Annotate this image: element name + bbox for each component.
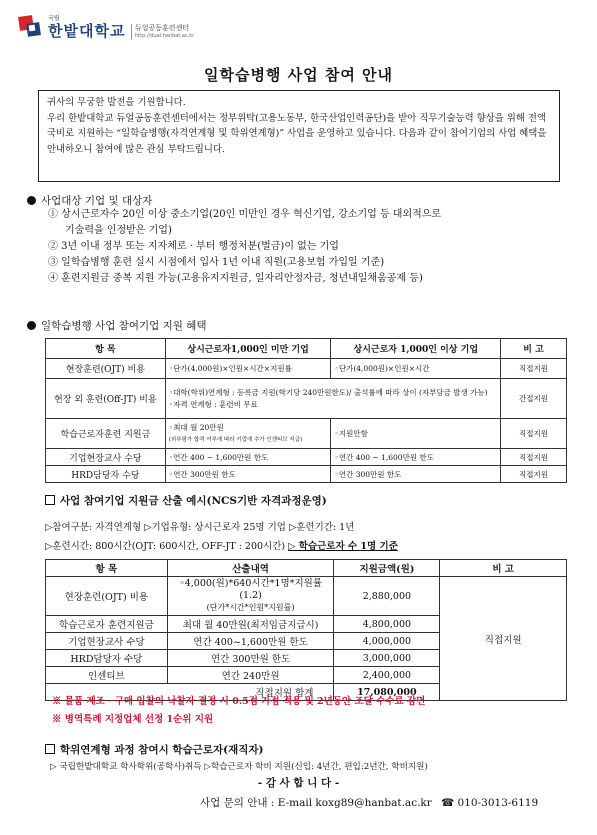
- table-header: 지원금액(원): [334, 560, 440, 577]
- cell-subtext: (외부평가 합격 여부에 따라 기업에 추가 인센티브 지급): [168, 436, 303, 443]
- table-cell: 현장훈련(OJT) 비용: [46, 577, 168, 616]
- table-cell: 현장훈련(OJT) 비용: [46, 359, 166, 379]
- square-bullet-icon: [45, 744, 55, 754]
- table-cell: 2,400,000: [334, 667, 440, 684]
- table-cell: 학습근로자훈련 지원금: [46, 419, 166, 449]
- section1-heading: 사업대상 기업 및 대상자: [27, 193, 152, 208]
- bullet-icon: [27, 321, 36, 330]
- table-cell: 직접지원: [501, 449, 567, 466]
- table-cell: 현장 외 훈련(Off-JT) 비용: [46, 379, 166, 419]
- table-cell: HRD담당자 수당: [46, 650, 168, 667]
- calc-subline: (단가*시간*인원*지원률): [206, 603, 295, 612]
- cell-text: ◦최대 월 20만원: [168, 422, 224, 432]
- table-cell: ◦연간 300만원 한도: [165, 466, 331, 483]
- table-header: 비 고: [440, 560, 567, 577]
- table-cell: 학습근로자 훈련지원금: [46, 616, 168, 633]
- total-label: 직접지원 합계: [46, 684, 334, 701]
- table-cell: 연간 400~1,600만원 한도: [167, 633, 334, 650]
- table-cell: 2,880,000: [334, 577, 440, 616]
- intro-greeting: 귀사의 무궁한 발전을 기원합니다.: [47, 97, 186, 108]
- total-amount: 17,080,000: [334, 684, 440, 701]
- example-hours: ▷훈련시간: 800시간(OJT: 600시간, OFF-JT : 200시간) ▷ 학습근로자 수 1명 기준: [45, 541, 398, 552]
- table-cell: [167, 577, 334, 616]
- table-cell: 4,000,000: [334, 633, 440, 650]
- table-cell: ◦연간 400 ~ 1,600만원 한도: [165, 449, 331, 466]
- table-header-row: [46, 560, 567, 577]
- table-header-row: [46, 339, 567, 359]
- logo-name: 한밭대학교: [48, 22, 126, 40]
- contact-email: 사업 문의 안내 : E-mail koxg89@hanbat.ac.kr: [200, 797, 432, 809]
- table-header: 상시근로자 1,000인 이상 기업: [331, 339, 501, 359]
- table-cell: 4,800,000: [334, 616, 440, 633]
- list-item: ① 상시근로자수 20인 이상 중소기업(20인 미만인 경우 혁신기업, 강소기업 등 대외적으로: [48, 209, 442, 220]
- table-cell: ◦단가(4,000원)×인원×시간×지원률: [165, 359, 331, 379]
- example-basis: ▷ 학습근로자 수 1명 기준: [288, 541, 398, 552]
- table-cell: 직접지원: [440, 577, 567, 701]
- section3-heading: 사업 참여기업 지원금 산출 예시(NCS기반 자격과정운영): [45, 493, 327, 508]
- logo-url: http://dual.hanbat.ac.kr: [135, 33, 195, 39]
- table-cell: 인센티브: [46, 667, 168, 684]
- bullet-icon: [27, 196, 36, 205]
- page-title: 일학습병행 사업 참여 안내: [203, 66, 394, 84]
- logo-center-name: 듀얼공동훈련센터: [135, 24, 190, 32]
- university-logo: [18, 12, 195, 44]
- table-header: 상시근로자1,000인 미만 기업: [165, 339, 331, 359]
- note-military: ※ 병역특례 지정업체 선정 1순위 지원: [52, 714, 214, 725]
- table-row: [46, 466, 567, 483]
- list-item: ② 3년 이내 정부 또는 지자체로 · 부터 행정처분(벌금)이 없는 기업: [48, 241, 339, 252]
- table-cell: 최대 월 40만원(최저임금지급시): [167, 616, 334, 633]
- table-header: 비 고: [501, 339, 567, 359]
- table-cell: ◦대학(학위)연계형 : 등록금 지원(학기당 240만원한도)/ 출석률에 따라 상이 (자부담금 발생 가능) ◦자격 연계형 : 훈련비 무료: [165, 379, 500, 419]
- table-row: [46, 419, 567, 449]
- logo-divider: [131, 24, 132, 40]
- table-cell: 연간 300만원 한도: [167, 650, 334, 667]
- table-cell: ◦연간 300만원 한도: [331, 466, 501, 483]
- table-row: [46, 379, 567, 419]
- calculation-table: [45, 559, 567, 701]
- table-cell: 직접지원: [501, 359, 567, 379]
- thanks-text: - 감 사 합 니 다 -: [257, 777, 340, 789]
- table-cell: 기업현장교사 수당: [46, 633, 168, 650]
- table-cell: ◦단가(4,000원)×인원×시간: [331, 359, 501, 379]
- table-header: 항 목: [46, 560, 168, 577]
- table-cell: ◦지원안함: [331, 419, 501, 449]
- example-conditions: ▷참여구분: 자격연계형 ▷기업유형: 상시근로자 25명 기업 ▷훈련기간: 1년: [45, 522, 355, 533]
- table-row: [46, 359, 567, 379]
- contact-info: [200, 795, 538, 810]
- logo-small-text: 국립: [48, 15, 60, 22]
- logo-mark-icon: [18, 12, 44, 40]
- table-cell: 기업현장교사 수당: [46, 449, 166, 466]
- section4-detail: ▷ 국립한밭대학교 학사학위(공학사)취득 ▷학습근로자 학비 지원(신입: 4년간, 편입:2년간, 학비지원): [50, 762, 428, 772]
- contact-phone: ☎ 010-3013-6119: [441, 797, 539, 809]
- note-procurement: ※ 물품 제조 · 구매 입찰의 낙찰자 결정 시 0.5점 가점 적용 및 2년동안 조달 수수료 감면: [52, 696, 426, 707]
- intro-body: 우리 한밭대학교 듀얼공동훈련센터에서는 정부위탁(고용노동부, 한국산업인력공단)을 받아 직무기술능력 향상을 위해 전액 국비로 지원하는 “일학습병행(자격연계형 및 학위연계형)” 사업을 운영하고 있습니다. 다음과 같이 참여기업의 사업 혜택을 안내하오니 참여에 많은 관심 부탁드립니다.: [47, 112, 547, 155]
- table-row: [46, 577, 567, 616]
- square-bullet-icon: [45, 495, 55, 505]
- table-cell: ◦연간 400 ~ 1,600만원 한도: [331, 449, 501, 466]
- table-header: 산출내역: [167, 560, 334, 577]
- section4-heading: 학위연계형 과정 참여시 학습근로자(재직자): [45, 742, 263, 757]
- table-cell: 3,000,000: [334, 650, 440, 667]
- list-item: ④ 훈련지원금 중복 지원 가능(고용유지지원금, 일자리안정자금, 청년내일채움공제 등): [48, 273, 423, 284]
- table-cell: HRD담당자 수당: [46, 466, 166, 483]
- benefits-table: [45, 338, 567, 483]
- calc-line: ◦4,000(원)*640시간*1명*지원률(1.2): [179, 578, 323, 601]
- table-cell: 직접지원: [501, 466, 567, 483]
- table-cell: [165, 419, 331, 449]
- table-row: [46, 449, 567, 466]
- section2-heading: 일학습병행 사업 참여기업 지원 혜택: [27, 318, 207, 333]
- list-item: 기술력을 인정받은 기업): [65, 225, 172, 236]
- table-header: 항 목: [46, 339, 166, 359]
- table-cell: 간접지원: [501, 379, 567, 419]
- intro-box: [38, 90, 560, 182]
- table-cell: 연간 240만원: [167, 667, 334, 684]
- table-cell: 직접지원: [501, 419, 567, 449]
- section1-list: [48, 207, 441, 287]
- list-item: ③ 일학습병행 훈련 실시 시점에서 입사 1년 이내 직원(고용보험 가입일 기준): [48, 257, 385, 268]
